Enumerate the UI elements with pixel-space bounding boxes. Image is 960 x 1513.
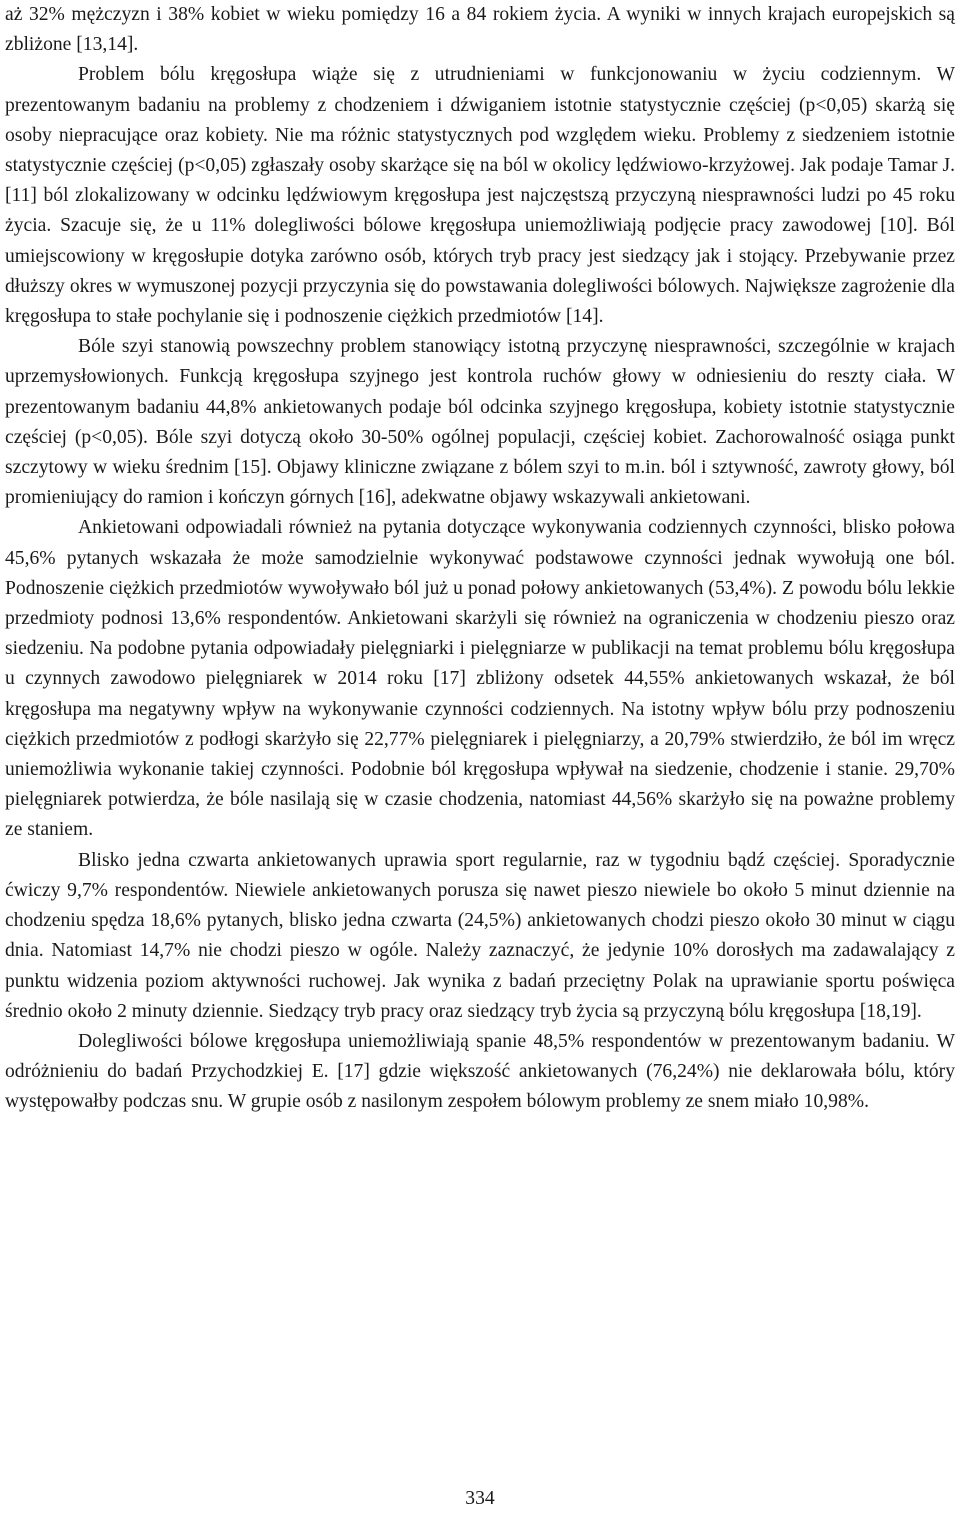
paragraph-1: aż 32% mężczyzn i 38% kobiet w wieku pomiędzy 16 a 84 rokiem życia. A wyniki w innych krajach europejskich są zbliżone [13,14]. [5, 4, 955, 56]
paragraph-5: Blisko jedna czwarta ankietowanych uprawia sport regularnie, raz w tygodniu bądź częściej. Sporadycznie ćwiczy 9,7% respondentów. Niewiele ankietowanych porusza się nawet pieszo niewiele bo około 5 minut dziennie na chodzeniu spędza 18,6% pytanych, blisko jedna czwarta (24,5%) ankietowanych chodzi pieszo około 30 minut w ciągu dnia. Natomiast 14,7% nie chodzi pieszo w ogóle. Należy zaznaczyć, że jedynie 10% dorosłych ma zadawalający z punktu widzenia poziom aktywności ruchowej. Jak wynika z badań przeciętny Polak na uprawianie sportu poświęca średnio około 2 minuty dziennie. Siedzący tryb pracy oraz siedzący tryb życia są przyczyną bólu kręgosłupa [18,19]. [5, 849, 955, 1022]
page-number: 334 [465, 1488, 495, 1509]
paragraph-4: Ankietowani odpowiadali również na pytania dotyczące wykonywania codziennych czynności, blisko połowa 45,6% pytanych wskazała że może samodzielnie wykonywać podstawowe czynności jednak wywołują one ból. Podnoszenie ciężkich przedmiotów wywoływało ból już u ponad połowy ankietowanych (53,4%). Z powodu bólu lekkie przedmioty podnosi 13,6% respondentów. Ankietowani skarżyli się również na ograniczenia w chodzeniu pieszo oraz siedzeniu. Na podobne pytania odpowiadały pielęgniarki i pielęgniarze w publikacji na temat problemu bólu kręgosłupa u czynnych zawodowo pielęgniarek w 2014 roku [17] zbliżony odsetek 44,55% ankietowanych wskazał, że ból kręgosłupa ma negatywny wpływ na wykonywanie czynności codziennych. Na istotny wpływ bólu przy podnoszeniu ciężkich przedmiotów z podłogi skarżyło się 22,77% pielęgniarek i pielęgniarzy, a 20,79% stwierdziło, że ból im wręcz uniemożliwia wykonanie takiej czynności. Podobnie ból kręgosłupa wpływał na siedzenie, chodzenie i stanie. 29,70% pielęgniarek potwierdza, że bóle nasilają się w czasie chodzenia, natomiast 44,56% skarżyło się na poważne problemy ze staniem. [5, 517, 955, 841]
paragraph-2: Problem bólu kręgosłupa wiąże się z utrudnieniami w funkcjonowaniu w życiu codziennym. W prezentowanym badaniu na problemy z chodzeniem i dźwiganiem istotnie statystycznie częściej (p<0,05) skarżą się osoby niepracujące oraz kobiety. Nie ma różnic statystycznych pod względem wieku. Problemy z siedzeniem istotnie statystycznie częściej (p<0,05) zgłaszały osoby skarżące się na ból w okolicy lędźwiowo-krzyżowej. Jak podaje Tamar J. [11] ból zlokalizowany w odcinku lędźwiowym kręgosłupa jest najczęstszą przyczyną niesprawności ludzi po 45 roku życia. Szacuje się, że u 11% dolegliwości bólowe kręgosłupa uniemożliwiają podjęcie pracy zawodowej [10]. Ból umiejscowiony w kręgosłupie dotyka zarówno osób, których tryb pracy jest siedzący jak i stojący. Przebywanie przez dłuższy okres w wymuszonej pozycji przyczynia się do powstawania dolegliwości bólowych. Największe zagrożenie dla kręgosłupa to stałe pochylanie się i podnoszenie ciężkich przedmiotów [14]. [5, 64, 955, 328]
paragraph-3: Bóle szyi stanowią powszechny problem stanowiący istotną przyczynę niesprawności, szczególnie w krajach uprzemysłowionych. Funkcją kręgosłupa szyjnego jest kontrola ruchów głowy w odniesieniu do reszty ciała. W prezentowanym badaniu 44,8% ankietowanych podaje ból odcinka szyjnego kręgosłupa, kobiety istotnie statystycznie częściej (p<0,05). Bóle szyi dotyczą około 30-50% ogólnej populacji, częściej kobiet. Zachorowalność osiąga punkt szczytowy w wieku średnim [15]. Objawy kliniczne związane z bólem szyi to m.in. ból i sztywność, zawroty głowy, ból promieniujący do ramion i kończyn górnych [16], adekwatne objawy wskazywali ankietowani. [5, 336, 955, 509]
paragraph-6: Dolegliwości bólowe kręgosłupa uniemożliwiają spanie 48,5% respondentów w prezentowanym badaniu. W odróżnieniu do badań Przychodzkiej E. [17] gdzie większość ankietowanych (76,24%) nie deklarowała bólu, który występowałby podczas snu. W grupie osób z nasilonym zespołem bólowym problemy ze snem miało 10,98%. [5, 1030, 955, 1113]
document-body [5, 0, 955, 1118]
